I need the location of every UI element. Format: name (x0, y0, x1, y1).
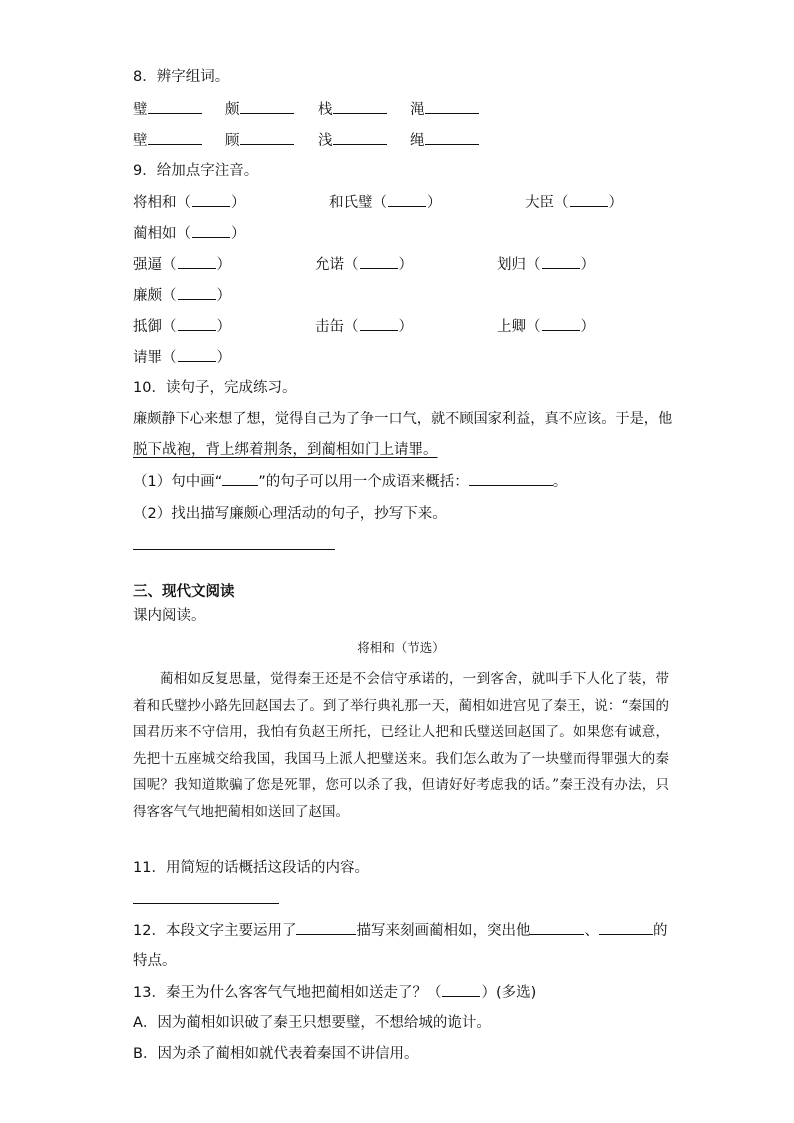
q9-item: 和氏璧（ ） (329, 192, 442, 213)
q9-item: 请罪（ ） (133, 347, 231, 368)
pinyin-blank[interactable] (178, 316, 216, 331)
idiom-answer-blank[interactable] (469, 471, 553, 486)
section-subheading: 课内阅读。 (133, 608, 206, 624)
answer-blank[interactable] (442, 982, 480, 997)
q8-title: 8．辨字组词。 (133, 69, 230, 85)
section-heading: 三、现代文阅读 (133, 584, 235, 600)
q9-item: 击缶（ ） (315, 316, 413, 337)
pinyin-blank[interactable] (178, 254, 216, 269)
q8-char-7: 浅 (318, 130, 387, 151)
answer-blank[interactable] (425, 99, 479, 114)
pinyin-blank[interactable] (542, 316, 580, 331)
q10-title: 10．读句子，完成练习。 (133, 380, 297, 396)
passage-title: 将相和（节选） (357, 640, 445, 655)
q9-item: 划归（ ） (497, 254, 595, 275)
answer-blank[interactable] (425, 130, 479, 145)
passage-text: 蔺相如反复思量，觉得秦王还是不会信守承诺的，一到客舍，就叫手下人化了装，带着和氏璧抄小路先回赵国去了。到了举行典礼那一天，蔺相如进宫见了秦王，说：“秦国的国君历来不守信用，我怕有负赵王所托，已经让人把和氏璧送回赵国了。如果您有诚意，先把十五座城交给我国，我国马上派人把璧送来。我们怎么敢为了一块璧而得罪强大的秦国呢？我知道欺骗了您是死罪，您可以杀了我，但请好好考虑我的话。”秦王没有办法，只得客客气气地把蔺相如送回了赵国。 (133, 671, 669, 820)
q13-option-a[interactable]: A．因为蔺相如识破了秦王只想要璧，不想给城的诡计。 (133, 1015, 491, 1031)
q9-item: 允诺（ ） (315, 254, 413, 275)
q8-char-1: 璧 (133, 99, 202, 120)
q11-title: 11．用简短的话概括这段话的内容。 (133, 860, 369, 876)
answer-line[interactable] (133, 549, 335, 550)
pinyin-blank[interactable] (192, 223, 230, 238)
q9-item: 大臣（ ） (525, 192, 623, 213)
answer-blank[interactable] (530, 920, 584, 935)
q8-char-4: 渑 (410, 99, 479, 120)
answer-blank[interactable] (240, 99, 294, 114)
pinyin-blank[interactable] (360, 254, 398, 269)
q8-char-2: 颇 (225, 99, 294, 120)
q9-item: 廉颇（ ） (133, 285, 231, 306)
pinyin-blank[interactable] (388, 192, 426, 207)
answer-blank[interactable] (222, 471, 258, 486)
q10-sub2: （2）找出描写廉颇心理活动的句子，抄写下来。 (133, 506, 447, 522)
q9-item: 抵御（ ） (133, 316, 231, 337)
q9-item: 蔺相如（ ） (133, 223, 246, 244)
q10-sentence-line1: 廉颇静下心来想了想，觉得自己为了争一口气，就不顾国家利益，真不应该。于是，他 (133, 411, 673, 427)
pinyin-blank[interactable] (542, 254, 580, 269)
pinyin-blank[interactable] (570, 192, 608, 207)
answer-blank[interactable] (148, 130, 202, 145)
q8-char-8: 绳 (410, 130, 479, 151)
answer-line[interactable] (133, 903, 279, 904)
pinyin-blank[interactable] (178, 285, 216, 300)
q13-option-b[interactable]: B．因为杀了蔺相如就代表着秦国不讲信用。 (133, 1046, 419, 1062)
q9-title: 9．给加点字注音。 (133, 163, 259, 179)
answer-blank[interactable] (240, 130, 294, 145)
q8-char-5: 壁 (133, 130, 202, 151)
pinyin-blank[interactable] (178, 347, 216, 362)
q9-item: 将相和（ ） (133, 192, 246, 213)
answer-blank[interactable] (333, 130, 387, 145)
answer-blank[interactable] (296, 920, 356, 935)
pinyin-blank[interactable] (360, 316, 398, 331)
q10-sentence-line2: 脱下战袍，背上绑着荆条，到蔺相如门上请罪。 (133, 442, 438, 458)
answer-blank[interactable] (148, 99, 202, 114)
answer-blank[interactable] (599, 920, 653, 935)
q12-line1: 12．本段文字主要运用了 描写来刻画蔺相如，突出他 、 的 (133, 920, 667, 941)
q8-char-3: 栈 (318, 99, 387, 120)
q10-sub1: （1）句中画“ ”的句子可以用一个成语来概括： 。 (133, 471, 567, 492)
q8-char-6: 顾 (225, 130, 294, 151)
pinyin-blank[interactable] (192, 192, 230, 207)
q13-title: 13．秦王为什么客客气气地把蔺相如送走了？（ ）(多选) (133, 982, 536, 1003)
q9-item: 强逼（ ） (133, 254, 231, 275)
q9-item: 上卿（ ） (497, 316, 595, 337)
q12-line2: 特点。 (133, 953, 177, 969)
answer-blank[interactable] (333, 99, 387, 114)
